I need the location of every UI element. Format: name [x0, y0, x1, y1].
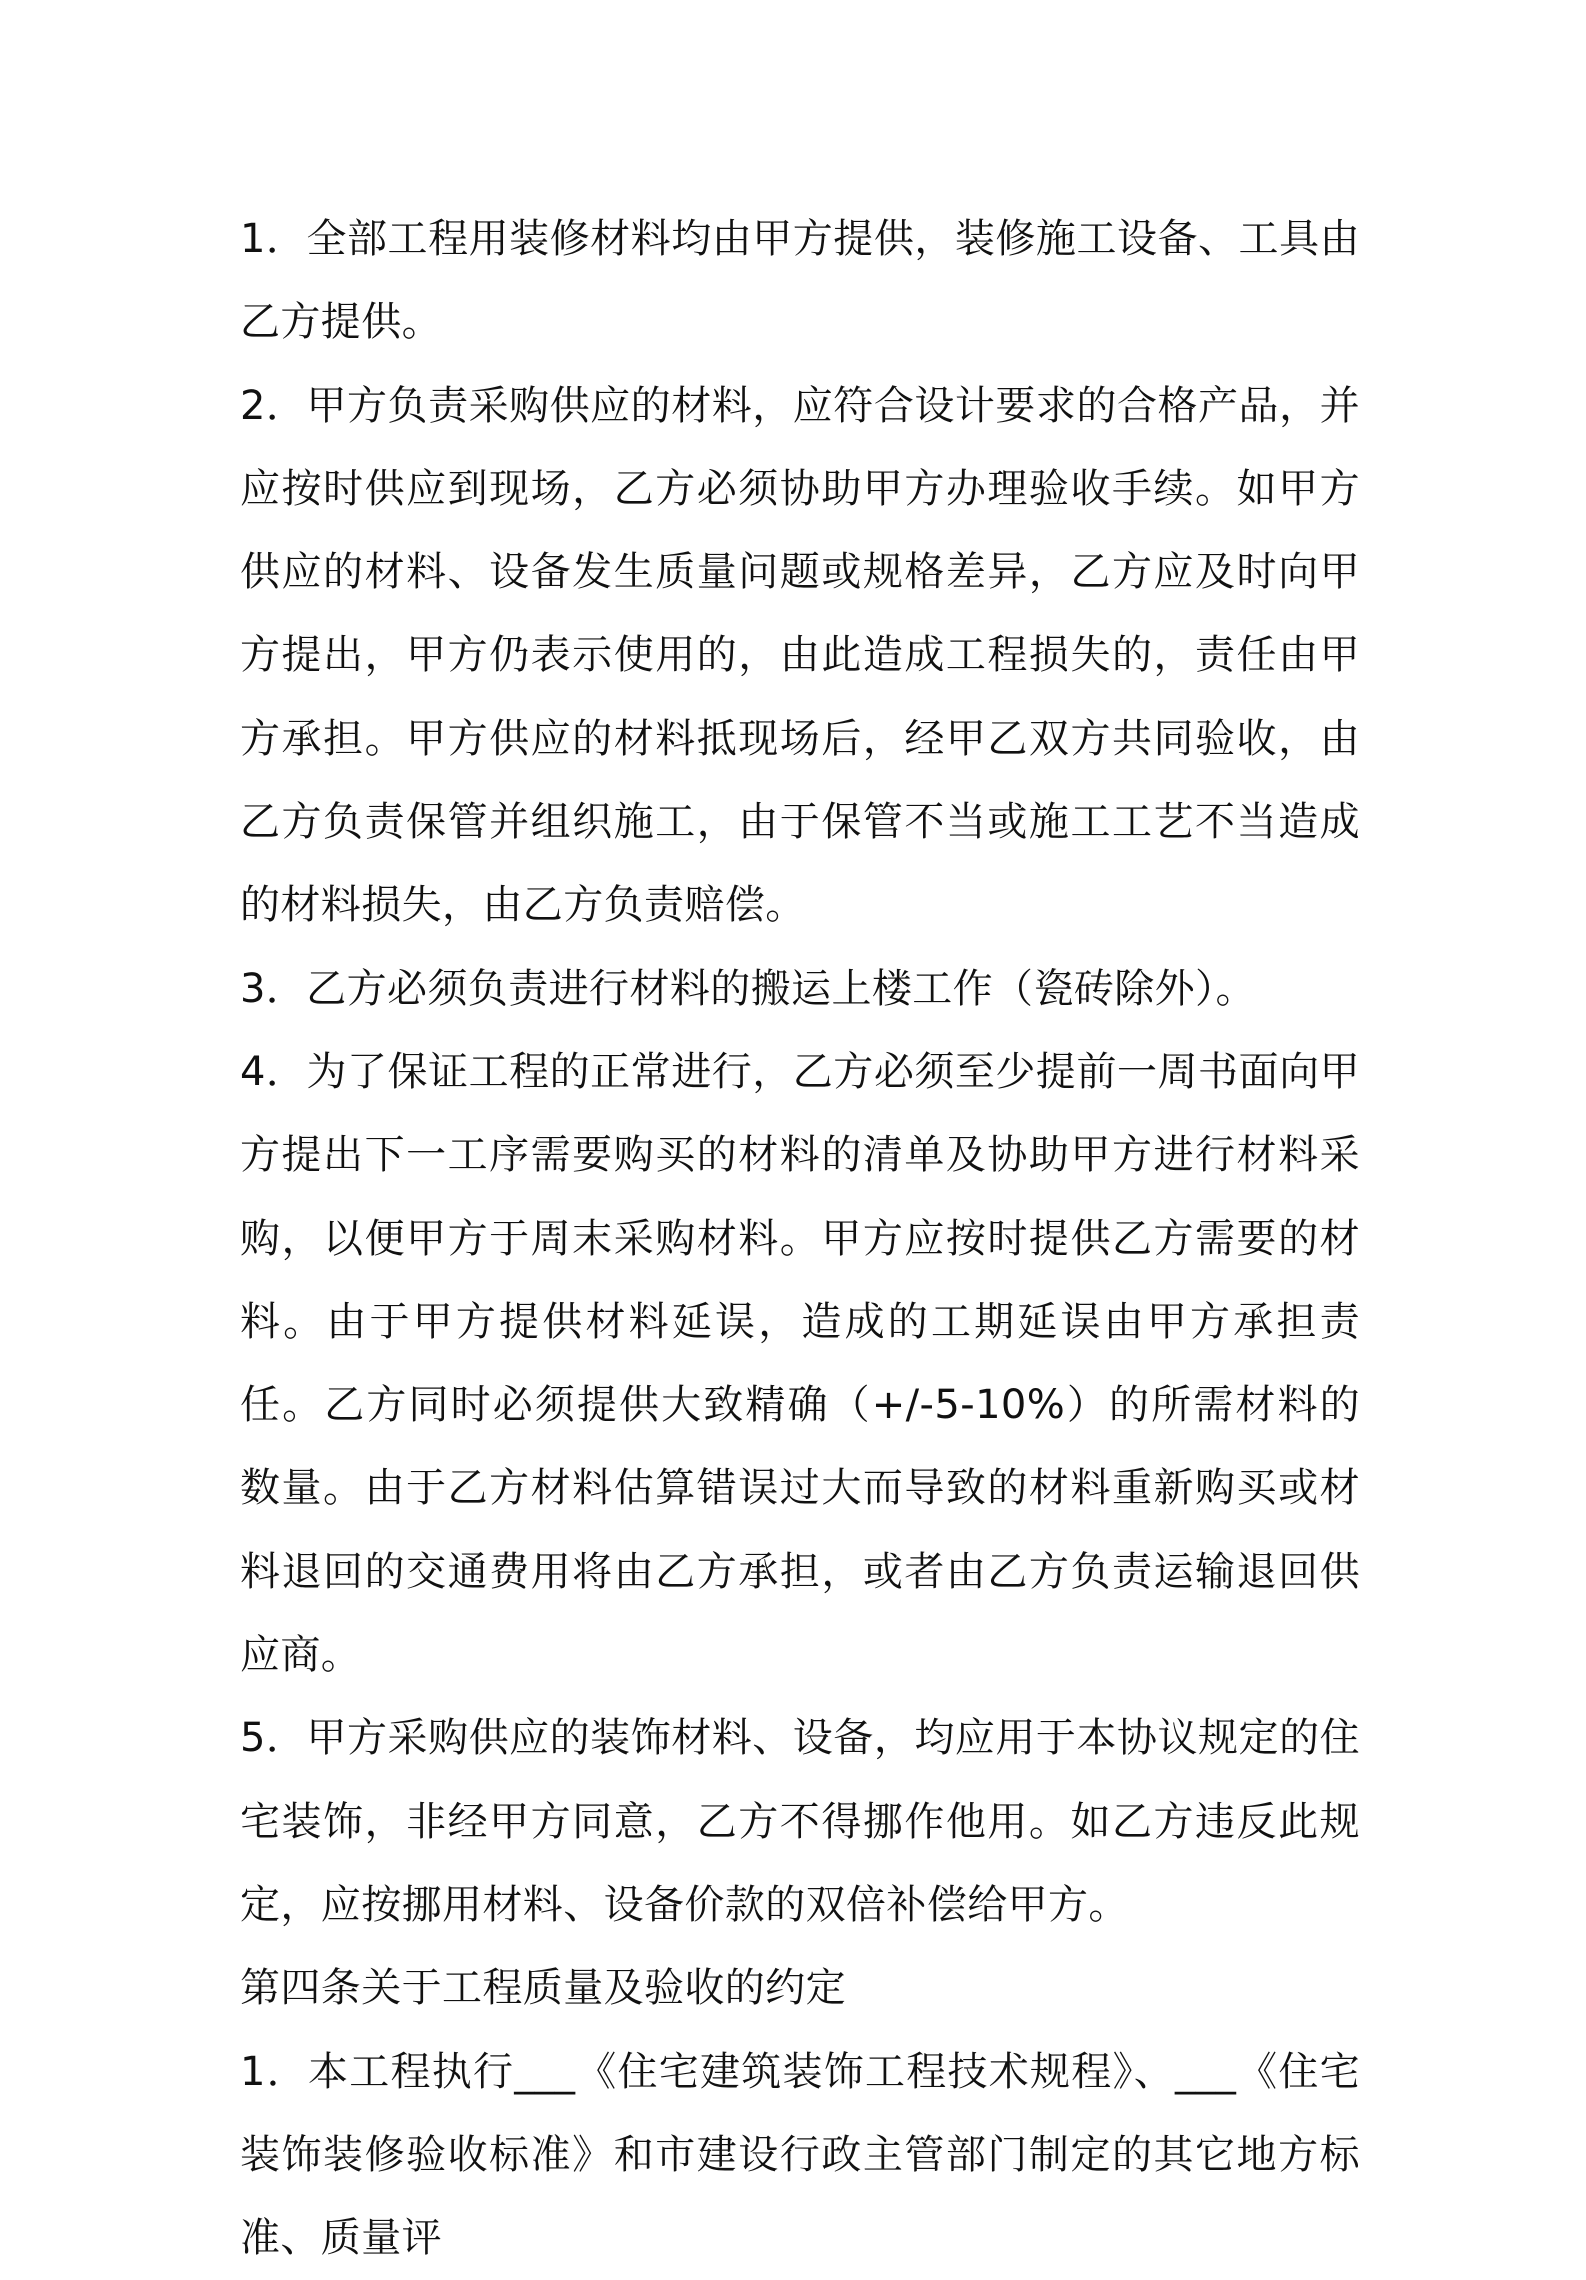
clause-3-item-5: 5．甲方采购供应的装饰材料、设备，均应用于本协议规定的住宅装饰，非经甲方同意，乙方不得挪作他用。如乙方违反此规定，应按挪用材料、设备价款的双倍补偿给甲方。: [240, 1715, 1360, 1928]
document-body: [240, 198, 1360, 2280]
section-heading-article-4: 第四条关于工程质量及验收的约定: [240, 1965, 846, 2012]
clause-3-item-1: 1．全部工程用装修材料均由甲方提供，装修施工设备、工具由乙方提供。: [240, 216, 1360, 346]
clause-4-item-1: 1．本工程执行___《住宅建筑装饰工程技术规程》、___《住宅装饰装修验收标准》和市建设行政主管部门制定的其它地方标准、质量评: [240, 2048, 1360, 2262]
clause-3-item-3: 3．乙方必须负责进行材料的搬运上楼工作（瓷砖除外）。: [240, 965, 1256, 1012]
clause-3-item-2: 2．甲方负责采购供应的材料，应符合设计要求的合格产品，并应按时供应到现场，乙方必须协助甲方办理验收手续。如甲方供应的材料、设备发生质量问题或规格差异，乙方应及时向甲方提出，甲方仍表示使用的，由此造成工程损失的，责任由甲方承担。甲方供应的材料抵现场后，经甲乙双方共同验收，由乙方负责保管并组织施工，由于保管不当或施工工艺不当造成的材料损失，由乙方负责赔偿。: [240, 382, 1360, 929]
clause-3-item-4: 4．为了保证工程的正常进行，乙方必须至少提前一周书面向甲方提出下一工序需要购买的材料的清单及协助甲方进行材料采购，以便甲方于周末采购材料。甲方应按时提供乙方需要的材料。由于甲方提供材料延误，造成的工期延误由甲方承担责任。乙方同时必须提供大致精确（+/-5-10%）的所需材料的数量。由于乙方材料估算错误过大而导致的材料重新购买或材料退回的交通费用将由乙方承担，或者由乙方负责运输退回供应商。: [240, 1048, 1360, 1679]
